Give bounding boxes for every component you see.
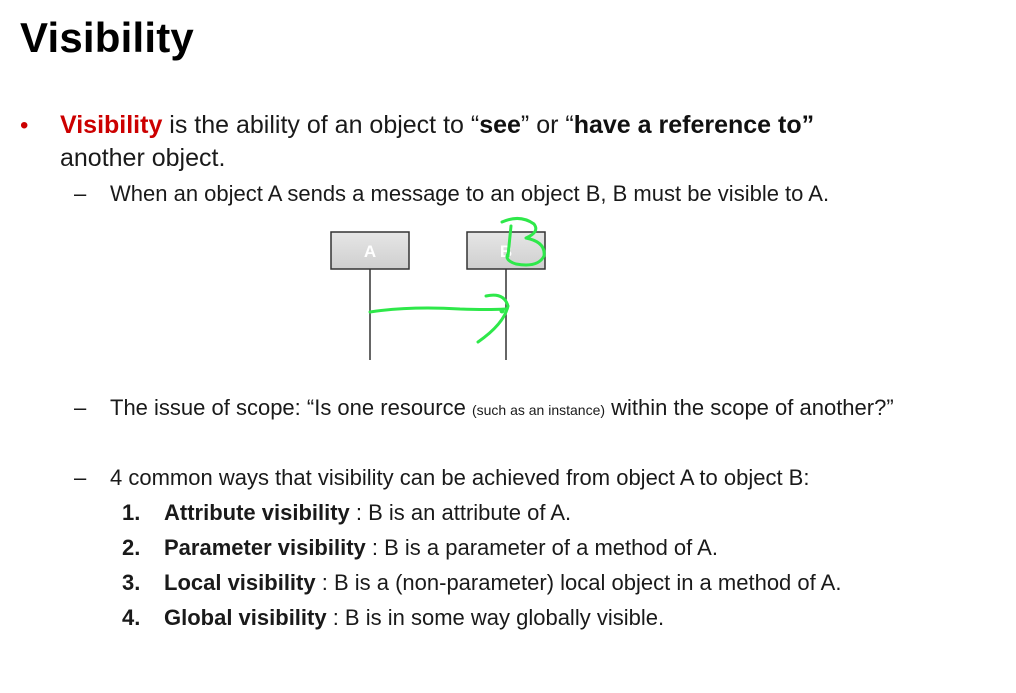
definition-paragraph: [60, 109, 960, 175]
list-item-name: Global visibility: [164, 605, 327, 630]
definition-text-2: ” or “: [520, 111, 574, 139]
dash-marker: –: [74, 181, 87, 206]
definition-text-1: is the ability of an object to “: [162, 111, 480, 139]
definition-text-3: another object.: [60, 144, 226, 172]
list-item-name: Parameter visibility: [164, 535, 366, 560]
sub-point-ways-text: 4 common ways that visibility can be achieved from object A to object B:: [110, 465, 810, 490]
list-item-name: Local visibility: [164, 570, 316, 595]
slide-title: Visibility: [20, 14, 194, 61]
list-item-number: 2.: [122, 535, 141, 560]
list-item-desc: : B is a (non-parameter) local object in a method of A.: [315, 570, 842, 595]
list-item-desc: : B is in some way globally visible.: [326, 605, 665, 630]
list-item-number: 4.: [122, 605, 141, 630]
list-item: [122, 605, 841, 640]
scope-text-before: The issue of scope: “Is one resource: [110, 395, 472, 420]
object-a-label: A: [363, 242, 377, 261]
dash-marker: –: [74, 395, 87, 420]
list-item-desc: : B is an attribute of A.: [349, 500, 572, 525]
definition-term: Visibility: [60, 111, 163, 139]
scope-small-text: (such as an instance): [471, 402, 606, 418]
list-item-number: 1.: [122, 500, 141, 525]
definition-see: see: [479, 111, 521, 139]
sequence-diagram: [320, 210, 560, 365]
sub-point-message-text: When an object A sends a message to an object B, B must be visible to A.: [110, 181, 830, 206]
list-item: [122, 535, 841, 570]
visibility-ways-list: [122, 500, 841, 640]
dash-marker: –: [74, 465, 87, 490]
list-item: [122, 500, 841, 535]
sub-point-scope-text: [110, 395, 894, 421]
list-item-desc: : B is a parameter of a method of A.: [365, 535, 718, 560]
scope-text-after: within the scope of another?”: [605, 395, 894, 420]
list-item-number: 3.: [122, 570, 141, 595]
bullet-dot: •: [20, 112, 29, 139]
definition-have-reference: have a reference to”: [573, 111, 815, 139]
list-item: [122, 570, 841, 605]
list-item-name: Attribute visibility: [164, 500, 350, 525]
message-arrow: [370, 295, 508, 342]
object-b-label: B: [499, 242, 513, 261]
object-a-box: [331, 232, 409, 269]
